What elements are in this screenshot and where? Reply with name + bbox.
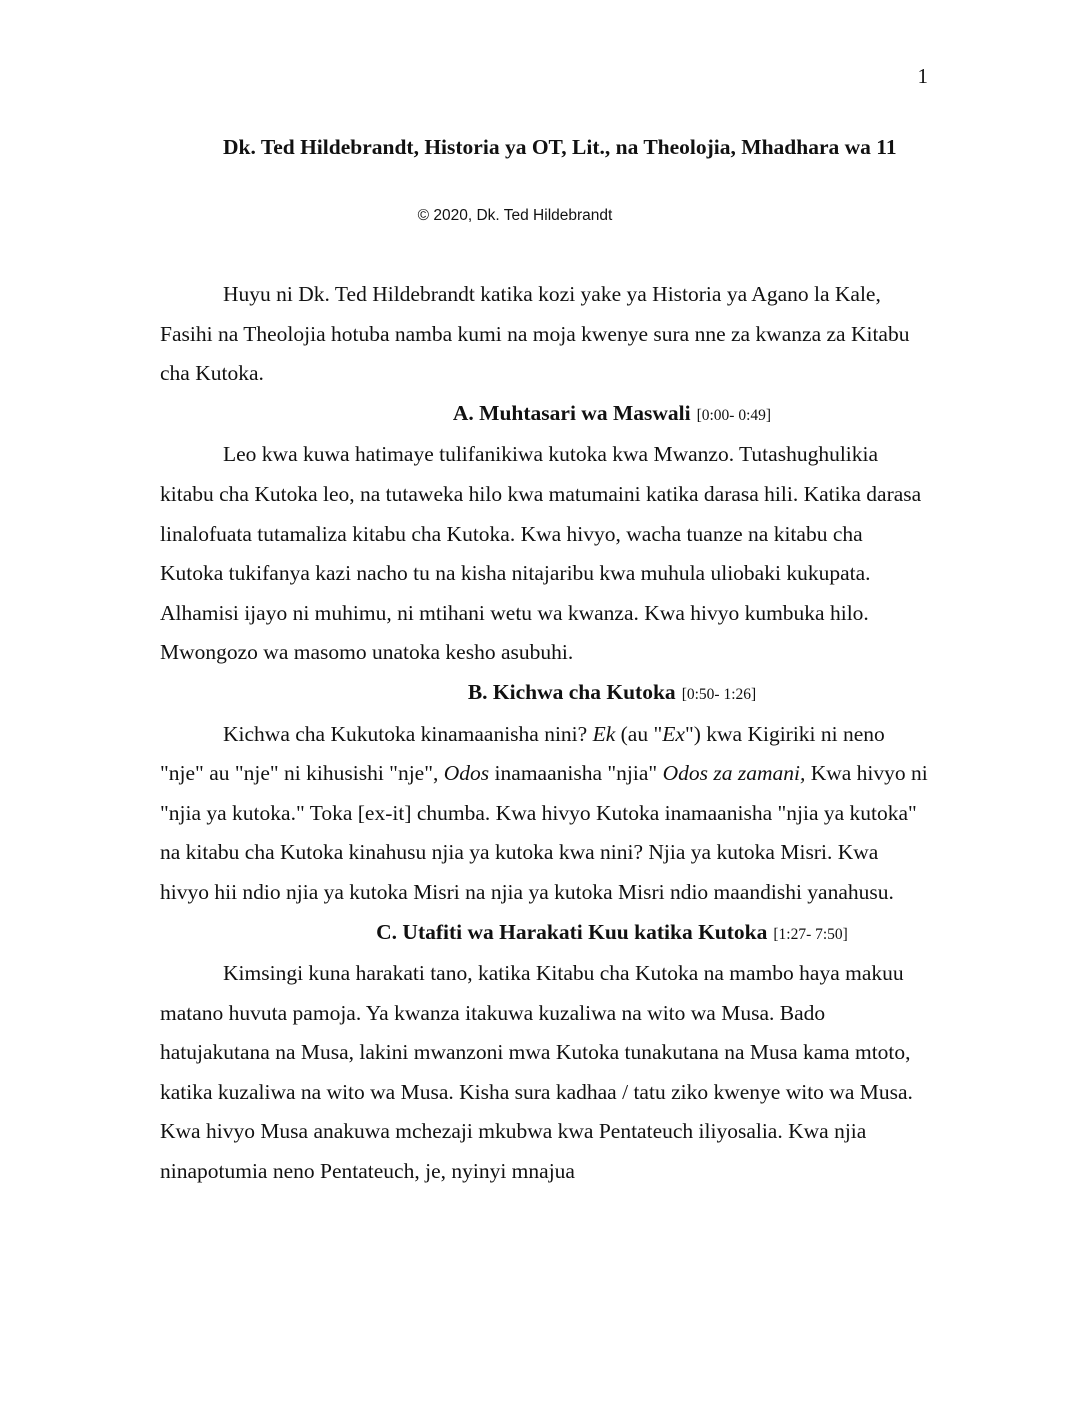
section-b-text-part: inamaanisha "njia" bbox=[489, 761, 663, 786]
body-text bbox=[160, 275, 930, 1192]
section-c-paragraph: Kimsingi kuna harakati tano, katika Kitabu cha Kutoka na mambo haya makuu matano huvuta pamoja. Ya kwanza itakuwa kuzaliwa na wito wa Musa. Bado hatujakutana na Musa, lakini mwanzoni mwa Kutoka tunakutana na Musa kama mtoto, katika kuzaliwa na wito wa Musa. Kisha sura kadhaa / tatu ziko kwenye wito wa Musa. Kwa hivyo Musa anakuwa mchezaji mkubwa kwa Pentateuch iliyosalia. Kwa njia ninapotumia neno Pentateuch, je, nyinyi mnajua bbox=[160, 961, 913, 1184]
section-a-paragraph: Leo kwa kuwa hatimaye tulifanikiwa kutoka kwa Mwanzo. Tutashughulikia kitabu cha Kutoka leo, na tutaweka hilo kwa matumaini katika darasa hili. Katika darasa linalofuata tutamaliza kitabu cha Kutoka. Kwa hivyo, wacha tuanze na kitabu cha Kutoka tukifanya kazi nacho tu na kisha nitajaribu kwa muhula uliobaki kukupata. Alhamisi ijayo ni muhimu, ni mtihani wetu wa kwanza. Kwa hivyo kumbuka hilo. Mwongozo wa masomo unatoka kesho asubuhi. bbox=[160, 442, 922, 665]
section-heading-a-text: A. Muhtasari wa Maswali bbox=[452, 400, 691, 425]
section-b-paragraph bbox=[160, 715, 930, 913]
section-heading-c-text: C. Utafiti wa Harakati Kuu katika Kutoka bbox=[376, 919, 768, 944]
page-number: 1 bbox=[917, 64, 928, 88]
italic-term-ek: Ek bbox=[592, 721, 616, 746]
copyright-notice: © 2020, Dk. Ted Hildebrandt bbox=[417, 207, 613, 224]
section-a-timestamp: [0:00- 0:49] bbox=[696, 406, 772, 424]
section-b-text-part: ") kwa Kigiriki ni neno "nje" au "nje" ni kihusishi "nje", bbox=[160, 721, 885, 786]
section-b-text-part: Kwa hivyo ni "njia ya kutoka." Toka [ex-it] chumba. Kwa hivyo Kutoka inamaanisha "njia ya kutoka" na kitabu cha Kutoka kinahusu njia ya kutoka kwa nini? Njia ya kutoka Misri. Kwa hivyo hii ndio njia ya kutoka Misri na njia ya kutoka Misri ndio maandishi yanahusu. bbox=[160, 761, 928, 904]
italic-term-odos-zamani: Odos za zamani, bbox=[662, 761, 806, 786]
section-heading-b-text: B. Kichwa cha Kutoka bbox=[467, 679, 676, 704]
document-title: Dk. Ted Hildebrandt, Historia ya OT, Lit., na Theolojia, Mhadhara wa 11 bbox=[223, 135, 897, 159]
section-heading-b bbox=[160, 673, 930, 715]
section-heading-c bbox=[160, 913, 930, 955]
section-b-timestamp: [0:50- 1:26] bbox=[681, 685, 757, 703]
italic-term-ex: Ex bbox=[662, 721, 685, 746]
section-heading-a bbox=[160, 394, 930, 436]
section-c-timestamp: [1:27- 7:50] bbox=[773, 925, 848, 943]
section-b-text-part: Kichwa cha Kukutoka kinamaanisha nini? bbox=[223, 721, 593, 746]
section-b-text-part: (au " bbox=[615, 721, 663, 746]
italic-term-odos: Odos bbox=[443, 761, 490, 786]
intro-paragraph: Huyu ni Dk. Ted Hildebrandt katika kozi yake ya Historia ya Agano la Kale, Fasihi na Theolojia hotuba namba kumi na moja kwenye sura nne za kwanza za Kitabu cha Kutoka. bbox=[160, 282, 910, 386]
